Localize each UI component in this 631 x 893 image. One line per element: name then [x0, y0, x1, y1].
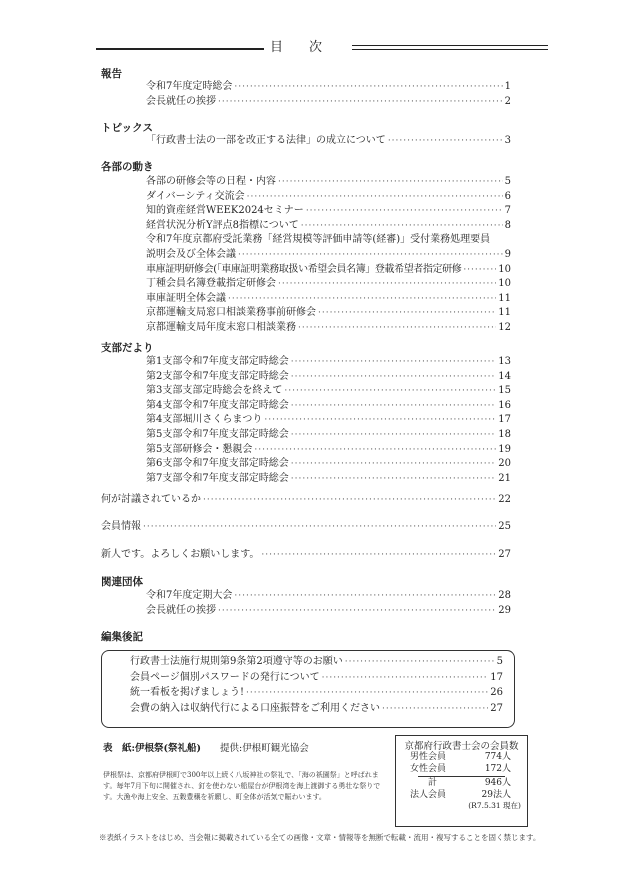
- toc-entry[interactable]: 第5支部 研修会・懇親会 ····· 19: [146, 443, 511, 458]
- toc-entry[interactable]: 丁種会員名簿登載指定研修会 ····· 10: [146, 277, 511, 292]
- toc-entry[interactable]: 第7支部 令和7年度支部定時総会 ····· 21: [146, 472, 511, 487]
- toc-entry[interactable]: 各部の研修会等の日程・内容 ····· 5: [146, 175, 511, 190]
- toc-entry[interactable]: ダイバーシティ交流会 ····· 6: [146, 190, 511, 205]
- toc-entry[interactable]: 第3支部 支部定時総会を終えて ····· 15: [146, 384, 511, 399]
- toc-entry[interactable]: 第6支部 令和7年度支部定時総会 ····· 20: [146, 457, 511, 472]
- header-rule-right: [352, 45, 548, 50]
- section-label-report: 報告: [101, 68, 122, 80]
- branch-name: 第5支部: [146, 443, 183, 455]
- toc-entry[interactable]: 「行政書士法の一部を改正する法律」の成立について ····· 3: [146, 134, 511, 149]
- toc-group-departments: [146, 175, 511, 336]
- page-title: 目次: [269, 40, 348, 55]
- toc-entry[interactable]: 何が討議されているか ····· 22: [101, 493, 511, 508]
- branch-name: 第2支部: [146, 370, 183, 382]
- membership-title: 京都府行政書士会の会員数: [404, 741, 519, 752]
- toc-entry[interactable]: 会長就任の挨拶 ····· 29: [146, 604, 511, 619]
- toc-standalone-newcomers: [101, 548, 511, 563]
- toc-entry[interactable]: 車庫証明全体会議 ····· 11: [146, 292, 511, 307]
- toc-entry[interactable]: 車庫証明研修会(「車庫証明業務取扱い希望会員名簿」登載希望者指定研修 ····· 10: [146, 263, 511, 278]
- cover-caption: [103, 740, 309, 754]
- toc-standalone-discussion: [101, 493, 511, 508]
- toc-entry[interactable]: 会員情報 ····· 25: [101, 520, 511, 535]
- membership-stats-box: [395, 735, 528, 827]
- branch-name: 第6支部: [146, 458, 183, 470]
- toc-entry[interactable]: 新人です。よろしくお願いします。 ····· 27: [101, 548, 511, 563]
- toc-entry[interactable]: 第5支部 令和7年度支部定時総会 ····· 18: [146, 428, 511, 443]
- copyright-notice: ※表紙イラストをはじめ、当会報に掲載されている全ての画像・文章・情報等を無断で転載・流用・複写することを固く禁じます。: [99, 833, 541, 842]
- toc-entry[interactable]: 第2支部 令和7年度支部定時総会 ····· 14: [146, 370, 511, 385]
- stat-row-total: 計 946人: [428, 778, 511, 788]
- section-label-editorial: 編集後記: [101, 631, 143, 643]
- toc-group-related: [146, 589, 511, 618]
- stat-row-female: 女性会員 172人: [410, 763, 511, 774]
- toc-entry[interactable]: 知的資産経営WEEK2024セミナー ····· 7: [146, 204, 511, 219]
- cover-label: 表 紙:伊根祭(祭礼船): [103, 743, 201, 754]
- branch-name: 第7支部: [146, 472, 183, 484]
- stat-as-of: (R7.5.31 現在): [468, 801, 521, 810]
- toc-header: [96, 40, 548, 56]
- toc-entry[interactable]: 第4支部 堀川さくらまつり ····· 17: [146, 413, 511, 428]
- stat-row-corporate: 法人会員 29法人: [410, 789, 511, 800]
- section-label-topics: トピックス: [101, 122, 153, 134]
- stat-row-male: 男性会員 774人: [410, 752, 511, 762]
- toc-entry[interactable]: 第4支部 令和7年度支部定時総会 ····· 16: [146, 399, 511, 414]
- toc-group-topics: [146, 134, 511, 149]
- toc-entry[interactable]: 令和7年度定期大会 ····· 28: [146, 589, 511, 604]
- toc-entry[interactable]: 第1支部 令和7年度支部定時総会 ····· 13: [146, 355, 511, 370]
- cover-description: 伊根祭は、京都府伊根町で300年以上続く八坂神社の祭礼で、「海の祇園祭」と呼ばれます。毎年7月下旬に開催され、釘を使わない船屋台が伊根湾を海上渡御する勇壮な祭りです。大漁や海上安全、五穀豊穣を祈願し、町全体が活気で賑わいます。: [103, 771, 381, 801]
- toc-entry[interactable]: 京都運輸支局年度末窓口相談業務 ····· 12: [146, 321, 511, 336]
- toc-entry[interactable]: 経営状況分析Y評点8指標について ····· 8: [146, 219, 511, 234]
- branch-name: 第5支部: [146, 428, 183, 440]
- toc-entry[interactable]: 会費の納入は収納代行による口座振替をご利用ください ····· 27: [130, 701, 503, 717]
- toc-group-branches: [146, 355, 511, 486]
- cover-credit: 提供:伊根町観光協会: [220, 743, 309, 754]
- branch-name: 第4支部: [146, 399, 183, 411]
- toc-group-editorial: [130, 654, 503, 716]
- header-rule-left: [96, 48, 264, 50]
- toc-standalone-member-info: [101, 520, 511, 535]
- toc-entry[interactable]: 会員ページ個別パスワードの発行について ····· 17: [130, 670, 503, 686]
- toc-entry[interactable]: 京都運輸支局窓口相談業務事前研修会 ····· 11: [146, 306, 511, 321]
- stat-divider: [418, 776, 505, 777]
- toc-group-report: [146, 80, 511, 109]
- branch-name: 第4支部: [146, 414, 183, 426]
- toc-entry[interactable]: 会長就任の挨拶 ····· 2: [146, 95, 511, 110]
- section-label-departments: 各部の動き: [101, 161, 154, 173]
- branch-name: 第3支部: [146, 385, 183, 397]
- branch-name: 第1支部: [146, 356, 183, 367]
- section-label-related: 関連団体: [101, 576, 143, 588]
- toc-entry[interactable]: 行政書士法施行規則第9条第2項遵守等のお願い ····· 5: [130, 654, 503, 670]
- toc-entry[interactable]: 統一看板を掲げましょう! ····· 26: [130, 685, 503, 701]
- section-label-branches: 支部だより: [101, 342, 154, 354]
- toc-entry[interactable]: 令和7年度定時総会 ····· 1: [146, 80, 511, 95]
- toc-entry-continued[interactable]: 令和7年度京都府受託業務「経営規模等評価申請等(経審)」受付業務処理要員: [146, 234, 491, 246]
- toc-entry[interactable]: 説明会及び全体会議 ····· 9: [146, 248, 511, 263]
